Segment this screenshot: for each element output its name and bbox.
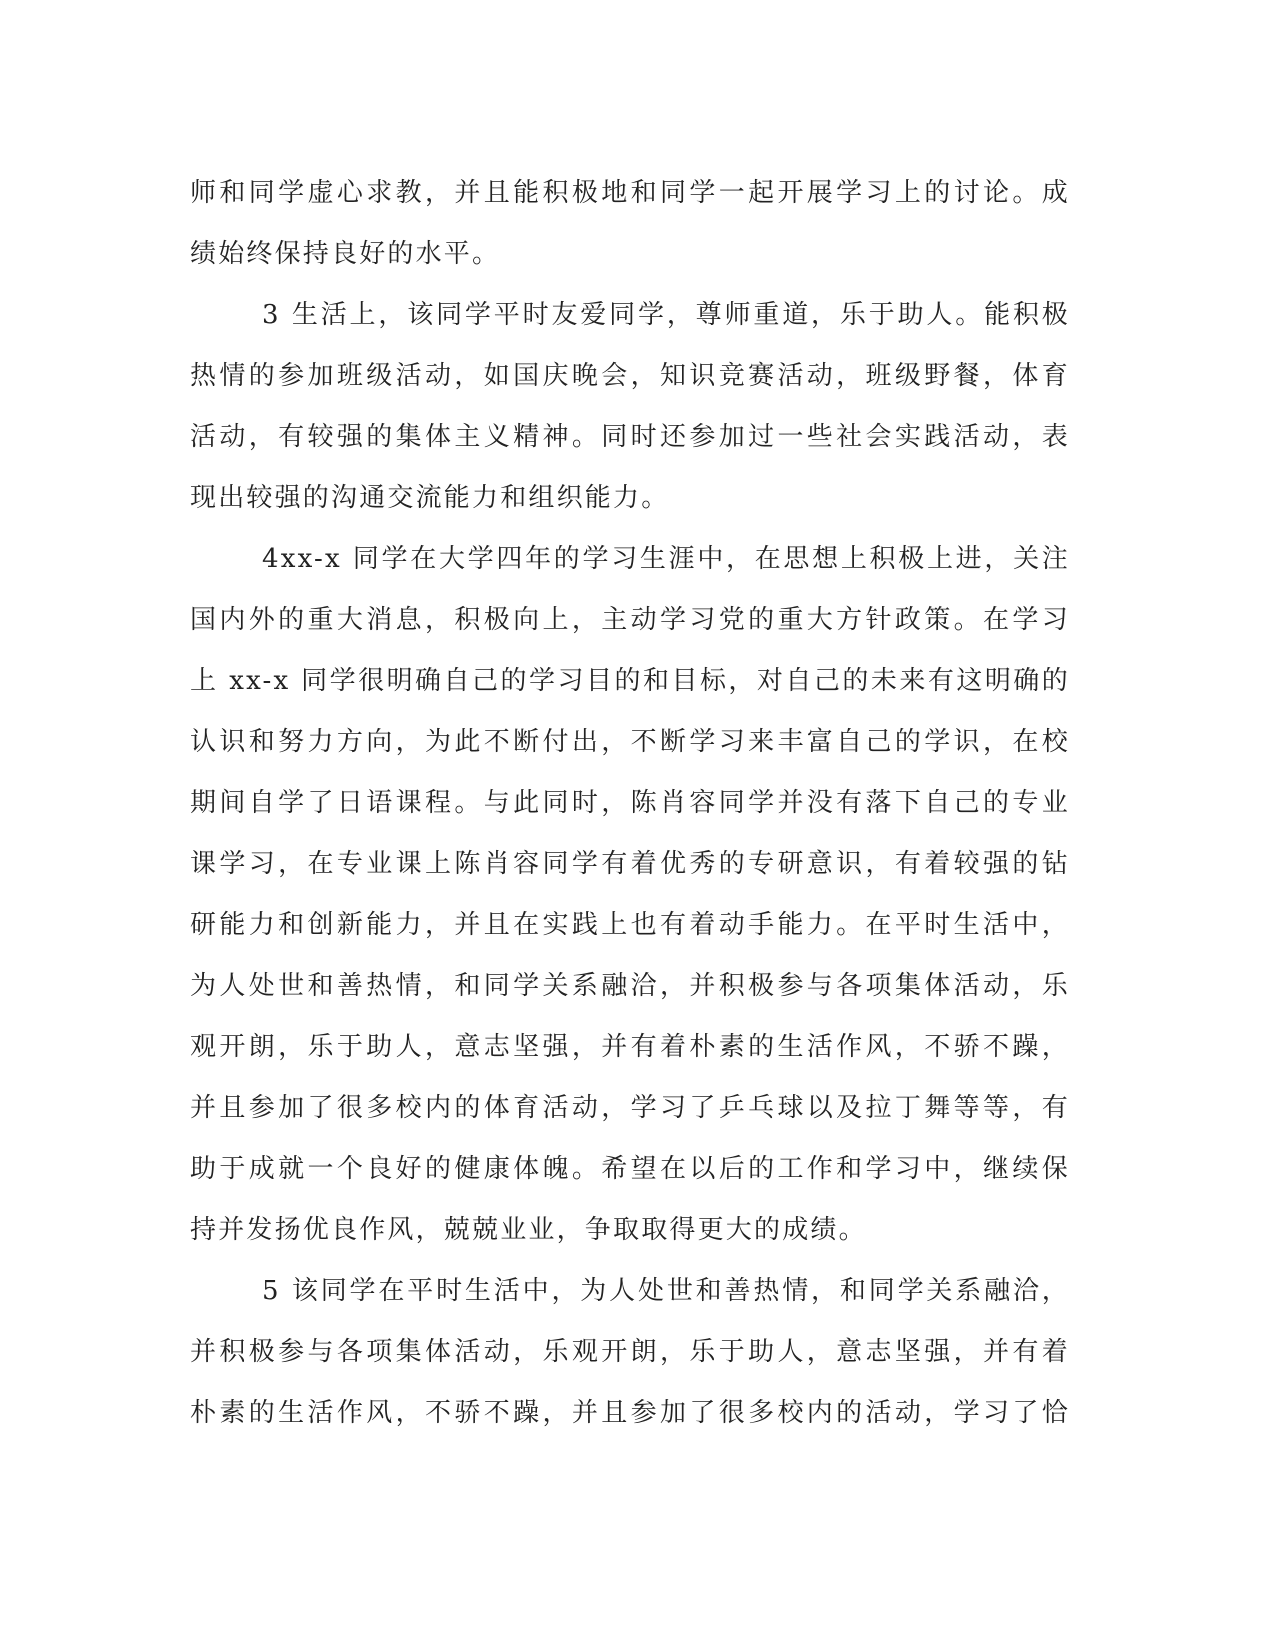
text-line: 热情的参加班级活动，如国庆晚会，知识竞赛活动，班级野餐，体育 xyxy=(190,361,1070,391)
paragraph-3 xyxy=(190,285,1070,529)
text-line: 3 生活上，该同学平时友爱同学，尊师重道，乐于助人。能积极 xyxy=(262,300,1070,330)
text-line: 师和同学虚心求教，并且能积极地和同学一起开展学习上的讨论。成 xyxy=(190,178,1070,208)
text-line: 课学习，在专业课上陈肖容同学有着优秀的专研意识，有着较强的钻 xyxy=(190,849,1070,879)
body-text xyxy=(190,163,1070,1444)
text-line: 国内外的重大消息，积极向上，主动学习党的重大方针政策。在学习 xyxy=(190,605,1070,635)
text-line: 期间自学了日语课程。与此同时，陈肖容同学并没有落下自己的专业 xyxy=(190,788,1070,818)
text-line: 研能力和创新能力，并且在实践上也有着动手能力。在平时生活中， xyxy=(190,910,1070,940)
text-line: 活动，有较强的集体主义精神。同时还参加过一些社会实践活动，表 xyxy=(190,422,1070,452)
paragraph-4 xyxy=(190,529,1070,1261)
text-line: 观开朗，乐于助人，意志坚强，并有着朴素的生活作风，不骄不躁， xyxy=(190,1032,1070,1062)
text-line: 5 该同学在平时生活中，为人处世和善热情，和同学关系融洽， xyxy=(262,1276,1070,1306)
text-line: 持并发扬优良作风，兢兢业业，争取取得更大的成绩。 xyxy=(190,1215,867,1245)
text-line: 并且参加了很多校内的体育活动，学习了乒乓球以及拉丁舞等等，有 xyxy=(190,1093,1070,1123)
text-line: 为人处世和善热情，和同学关系融洽，并积极参与各项集体活动，乐 xyxy=(190,971,1070,1001)
text-line: 4xx-x 同学在大学四年的学习生涯中，在思想上积极上进，关注 xyxy=(262,544,1070,574)
text-line: 助于成就一个良好的健康体魄。希望在以后的工作和学习中，继续保 xyxy=(190,1154,1070,1184)
text-line: 并积极参与各项集体活动，乐观开朗，乐于助人，意志坚强，并有着 xyxy=(190,1337,1070,1367)
text-line: 现出较强的沟通交流能力和组织能力。 xyxy=(190,483,670,513)
text-line: 绩始终保持良好的水平。 xyxy=(190,239,501,269)
text-line: 上 xx-x 同学很明确自己的学习目的和目标，对自己的未来有这明确的 xyxy=(190,666,1070,696)
paragraph-5 xyxy=(190,1261,1070,1444)
text-line: 朴素的生活作风，不骄不躁，并且参加了很多校内的活动，学习了恰 xyxy=(190,1398,1070,1428)
paragraph-continued xyxy=(190,163,1070,285)
text-line: 认识和努力方向，为此不断付出，不断学习来丰富自己的学识，在校 xyxy=(190,727,1070,757)
